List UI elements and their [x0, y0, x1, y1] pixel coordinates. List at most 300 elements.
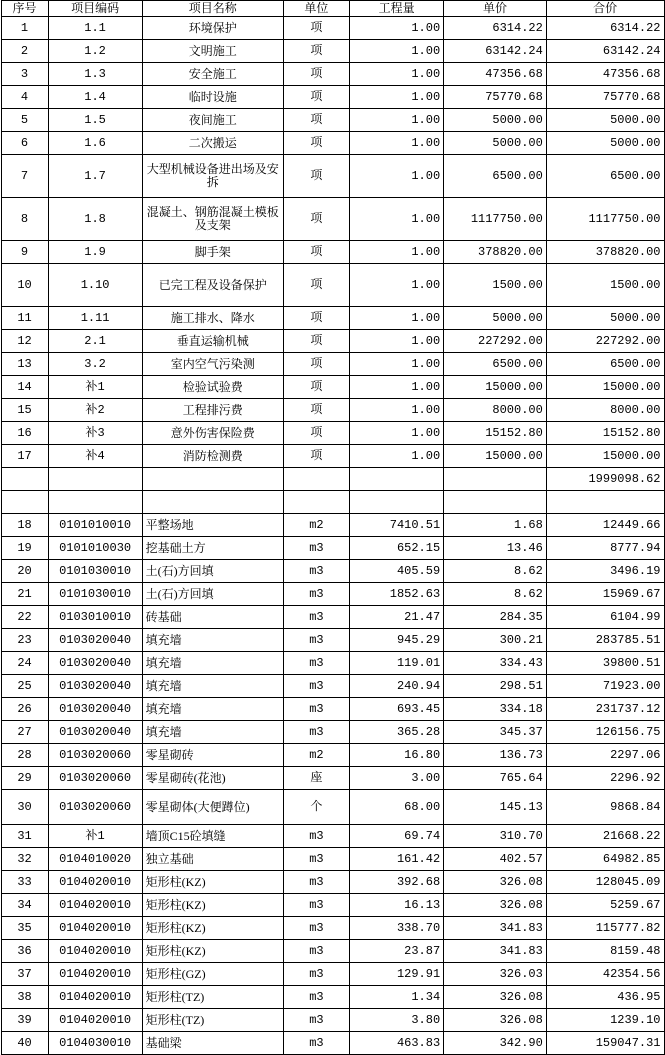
cell-amount: 2296.92: [546, 767, 664, 790]
cell-name-text: 消防检测费: [182, 448, 243, 463]
table-row: [1, 675, 664, 698]
cell-unit: 项: [283, 63, 349, 86]
cell-no: 32: [1, 848, 48, 871]
cell-unit-price: 5000.00: [444, 109, 547, 132]
cell-amount: 6314.22: [546, 17, 664, 40]
cell-name: [142, 744, 283, 767]
cell-quantity: 463.83: [350, 1032, 444, 1055]
cell-code: 1.5: [48, 109, 142, 132]
cell-no: 18: [1, 514, 48, 537]
cell-amount: 1117750.00: [546, 198, 664, 241]
column-header-unit-price: 单价: [444, 1, 547, 17]
table-row: [1, 629, 664, 652]
cell-name-text: 墙顶C15砼填缝: [145, 828, 226, 843]
table-row: [1, 422, 664, 445]
cell-unit-price: 8.62: [444, 583, 547, 606]
cell-name: [142, 894, 283, 917]
cell-name-text: 环境保护: [188, 20, 237, 35]
cell-no: 17: [1, 445, 48, 468]
cell-unit: m3: [283, 560, 349, 583]
cell-code: 1.8: [48, 198, 142, 241]
cell-quantity: 1852.63: [350, 583, 444, 606]
quantities-table: [1, 0, 665, 1055]
cell-no: 8: [1, 198, 48, 241]
column-header-code: 项目编码: [48, 1, 142, 17]
cell-quantity: 1.00: [350, 198, 444, 241]
cell-quantity: 392.68: [350, 871, 444, 894]
cell-name-text: 土(石)方回填: [145, 563, 214, 578]
cell-no: 29: [1, 767, 48, 790]
cell-unit-price: 136.73: [444, 744, 547, 767]
column-header-amount: 合价: [546, 1, 664, 17]
cell-unit-price: 341.83: [444, 940, 547, 963]
table-row: [1, 307, 664, 330]
cell-quantity: 69.74: [350, 825, 444, 848]
cell-no: 26: [1, 698, 48, 721]
table-row: [1, 721, 664, 744]
cell-quantity: 1.00: [350, 86, 444, 109]
cell-unit: [283, 468, 349, 491]
table-row: [1, 198, 664, 241]
cell-unit-price: 326.08: [444, 1009, 547, 1032]
cell-unit-price: 1117750.00: [444, 198, 547, 241]
cell-name: [142, 264, 283, 307]
table-row: [1, 963, 664, 986]
cell-name-text: 矩形柱(TZ): [145, 1012, 205, 1027]
cell-name-text: 零星砌体(大便蹲位): [145, 799, 250, 814]
cell-unit: m3: [283, 894, 349, 917]
cell-no: [1, 468, 48, 491]
cell-quantity: 1.00: [350, 399, 444, 422]
cell-amount: 5000.00: [546, 307, 664, 330]
table-row: [1, 825, 664, 848]
table-row: [1, 376, 664, 399]
cell-amount: 5000.00: [546, 109, 664, 132]
cell-unit: m3: [283, 825, 349, 848]
cell-code: 1.1: [48, 17, 142, 40]
cell-unit: 项: [283, 376, 349, 399]
table-row: [1, 399, 664, 422]
cell-name: [142, 198, 283, 241]
table-row: [1, 767, 664, 790]
cell-unit: m3: [283, 537, 349, 560]
table-row: [1, 353, 664, 376]
cell-no: 33: [1, 871, 48, 894]
cell-unit-price: 63142.24: [444, 40, 547, 63]
cell-code: 0101010030: [48, 537, 142, 560]
cell-amount: 15969.67: [546, 583, 664, 606]
cell-amount: 115777.82: [546, 917, 664, 940]
cell-name-text: 独立基础: [145, 851, 194, 866]
cell-quantity: 1.00: [350, 422, 444, 445]
cell-unit-price: 6500.00: [444, 353, 547, 376]
table-row: [1, 698, 664, 721]
column-header-unit: 单位: [283, 1, 349, 17]
cell-unit: 项: [283, 422, 349, 445]
cell-unit: 项: [283, 198, 349, 241]
cell-no: 31: [1, 825, 48, 848]
cell-code: 0104020010: [48, 894, 142, 917]
cell-amount: 5000.00: [546, 132, 664, 155]
cell-code: 0104020010: [48, 917, 142, 940]
cell-name: [142, 491, 283, 514]
cell-amount: 15000.00: [546, 445, 664, 468]
cell-name: [142, 353, 283, 376]
cell-quantity: 1.00: [350, 40, 444, 63]
cell-no: 7: [1, 155, 48, 198]
cell-no: 5: [1, 109, 48, 132]
cell-quantity: 1.00: [350, 132, 444, 155]
cell-unit-price: 5000.00: [444, 307, 547, 330]
cell-name: [142, 1032, 283, 1055]
cell-quantity: 1.00: [350, 353, 444, 376]
cell-name: [142, 514, 283, 537]
cell-name: [142, 848, 283, 871]
cell-name-text: 室内空气污染测: [170, 356, 255, 371]
cell-code: 1.9: [48, 241, 142, 264]
cell-unit-price: 6314.22: [444, 17, 547, 40]
table-row: [1, 894, 664, 917]
column-header-quantity: 工程量: [350, 1, 444, 17]
cell-amount: 8000.00: [546, 399, 664, 422]
cell-code: 0101010010: [48, 514, 142, 537]
cell-code: 补4: [48, 445, 142, 468]
cell-code: 0104010020: [48, 848, 142, 871]
cell-quantity: 21.47: [350, 606, 444, 629]
cell-no: 27: [1, 721, 48, 744]
cell-code: 补1: [48, 376, 142, 399]
cell-unit-price: 765.64: [444, 767, 547, 790]
cell-quantity: 1.00: [350, 109, 444, 132]
cell-no: 34: [1, 894, 48, 917]
cell-name: [142, 871, 283, 894]
cell-unit: 项: [283, 445, 349, 468]
cell-name-text: 施工排水、降水: [170, 310, 255, 325]
table-row: [1, 109, 664, 132]
cell-unit: m3: [283, 1032, 349, 1055]
cell-name-text: 二次搬运: [188, 135, 237, 150]
cell-unit-price: 145.13: [444, 790, 547, 825]
cell-quantity: 1.00: [350, 264, 444, 307]
table-row: [1, 1009, 664, 1032]
table-body: [1, 17, 664, 1055]
cell-code: 0104030010: [48, 1032, 142, 1055]
table-row: [1, 514, 664, 537]
cell-unit-price: 1.68: [444, 514, 547, 537]
cell-unit-price: 5000.00: [444, 132, 547, 155]
cell-amount: 1999098.62: [546, 468, 664, 491]
cell-amount: 283785.51: [546, 629, 664, 652]
cell-name: [142, 399, 283, 422]
cell-no: 22: [1, 606, 48, 629]
cell-no: 23: [1, 629, 48, 652]
cell-quantity: 16.80: [350, 744, 444, 767]
cell-code: 0103020040: [48, 652, 142, 675]
cell-name-text: 文明施工: [188, 43, 237, 58]
subtotal-row: [1, 468, 664, 491]
cell-unit: 座: [283, 767, 349, 790]
cell-code: [48, 491, 142, 514]
cell-code: 0103020040: [48, 698, 142, 721]
cell-quantity: 1.34: [350, 986, 444, 1009]
table-row: [1, 132, 664, 155]
table-row: [1, 264, 664, 307]
cell-code: 0103020060: [48, 790, 142, 825]
cell-unit: m3: [283, 629, 349, 652]
cell-quantity: 945.29: [350, 629, 444, 652]
table-row: [1, 986, 664, 1009]
cell-amount: 6500.00: [546, 353, 664, 376]
cell-unit: m3: [283, 606, 349, 629]
cell-name: [142, 1009, 283, 1032]
cell-no: 37: [1, 963, 48, 986]
table-row: [1, 652, 664, 675]
cell-quantity: 3.80: [350, 1009, 444, 1032]
cell-name-text: 已完工程及设备保护: [158, 277, 267, 292]
cell-unit-price: 345.37: [444, 721, 547, 744]
cell-unit-price: 8000.00: [444, 399, 547, 422]
cell-code: 0103020060: [48, 744, 142, 767]
cell-name: [142, 767, 283, 790]
cell-no: 25: [1, 675, 48, 698]
cell-code: 0104020010: [48, 963, 142, 986]
cell-amount: [546, 491, 664, 514]
cell-unit-price: 326.08: [444, 871, 547, 894]
cell-name: [142, 86, 283, 109]
cell-name: [142, 109, 283, 132]
cell-unit: m3: [283, 871, 349, 894]
cell-name: [142, 652, 283, 675]
cell-amount: 9868.84: [546, 790, 664, 825]
cell-code: 0103010010: [48, 606, 142, 629]
cell-name-text: 零星砌砖: [145, 747, 194, 762]
cell-code: 补3: [48, 422, 142, 445]
cell-name: [142, 940, 283, 963]
cell-quantity: 1.00: [350, 241, 444, 264]
cell-unit: m3: [283, 721, 349, 744]
cell-name-text: 夜间施工: [188, 112, 237, 127]
cell-amount: 71923.00: [546, 675, 664, 698]
cell-unit-price: [444, 468, 547, 491]
cell-unit: 项: [283, 17, 349, 40]
cell-quantity: 652.15: [350, 537, 444, 560]
cell-amount: 128045.09: [546, 871, 664, 894]
cell-name: [142, 155, 283, 198]
cell-quantity: 338.70: [350, 917, 444, 940]
cell-amount: 63142.24: [546, 40, 664, 63]
cell-unit: 项: [283, 399, 349, 422]
cell-code: 2.1: [48, 330, 142, 353]
cell-amount: 47356.68: [546, 63, 664, 86]
cell-quantity: 3.00: [350, 767, 444, 790]
cell-unit-price: 15152.80: [444, 422, 547, 445]
cell-no: 10: [1, 264, 48, 307]
cell-amount: 42354.56: [546, 963, 664, 986]
cell-name: [142, 40, 283, 63]
cell-no: 30: [1, 790, 48, 825]
cell-unit-price: 15000.00: [444, 445, 547, 468]
cell-code: 1.2: [48, 40, 142, 63]
table-row: [1, 606, 664, 629]
cell-name-text: 土(石)方回填: [145, 586, 214, 601]
cell-quantity: 7410.51: [350, 514, 444, 537]
cell-unit: 项: [283, 330, 349, 353]
cell-name: [142, 698, 283, 721]
cell-no: 9: [1, 241, 48, 264]
cell-amount: 436.95: [546, 986, 664, 1009]
table-row: [1, 848, 664, 871]
cell-quantity: 1.00: [350, 155, 444, 198]
cell-unit: 项: [283, 264, 349, 307]
cell-name-text: 填充墙: [145, 632, 182, 647]
cell-unit-price: 15000.00: [444, 376, 547, 399]
cell-unit-price: 8.62: [444, 560, 547, 583]
cell-no: 19: [1, 537, 48, 560]
cell-name-text: 垂直运输机械: [176, 333, 249, 348]
cell-unit: 项: [283, 86, 349, 109]
cell-quantity: 16.13: [350, 894, 444, 917]
cell-unit-price: 402.57: [444, 848, 547, 871]
cell-name: [142, 560, 283, 583]
cell-no: 20: [1, 560, 48, 583]
cell-name: [142, 537, 283, 560]
cell-code: 补1: [48, 825, 142, 848]
cell-quantity: 1.00: [350, 445, 444, 468]
cell-name: [142, 17, 283, 40]
cell-amount: 64982.85: [546, 848, 664, 871]
cell-amount: 159047.31: [546, 1032, 664, 1055]
cell-quantity: 161.42: [350, 848, 444, 871]
cell-no: 35: [1, 917, 48, 940]
cell-code: 1.6: [48, 132, 142, 155]
cell-unit: 项: [283, 109, 349, 132]
cell-name-text: 填充墙: [145, 678, 182, 693]
cell-unit-price: 13.46: [444, 537, 547, 560]
cell-name-text: 矩形柱(KZ): [145, 943, 206, 958]
cell-amount: 39800.51: [546, 652, 664, 675]
cell-code: 0103020060: [48, 767, 142, 790]
table-row: [1, 241, 664, 264]
cell-code: 1.4: [48, 86, 142, 109]
cell-quantity: [350, 491, 444, 514]
cell-name: [142, 825, 283, 848]
cell-amount: 1500.00: [546, 264, 664, 307]
cell-unit: 个: [283, 790, 349, 825]
table-row: [1, 40, 664, 63]
cell-name: [142, 606, 283, 629]
cell-amount: 12449.66: [546, 514, 664, 537]
table-row: [1, 537, 664, 560]
cell-unit: m3: [283, 1009, 349, 1032]
cell-code: 0101030010: [48, 583, 142, 606]
cell-no: 11: [1, 307, 48, 330]
cell-name: [142, 330, 283, 353]
table-row: [1, 917, 664, 940]
cell-no: 1: [1, 17, 48, 40]
cell-unit: m3: [283, 848, 349, 871]
cell-unit-price: 334.43: [444, 652, 547, 675]
cell-no: 39: [1, 1009, 48, 1032]
cell-no: 14: [1, 376, 48, 399]
cell-name-text: 矩形柱(TZ): [145, 989, 205, 1004]
cell-code: 0101030010: [48, 560, 142, 583]
cell-quantity: 1.00: [350, 307, 444, 330]
cell-quantity: 693.45: [350, 698, 444, 721]
cell-unit-price: 298.51: [444, 675, 547, 698]
cell-name-text: 安全施工: [188, 66, 237, 81]
cell-quantity: 129.91: [350, 963, 444, 986]
cell-name-text: 矩形柱(GZ): [145, 966, 206, 981]
cell-quantity: 68.00: [350, 790, 444, 825]
cell-unit: 项: [283, 353, 349, 376]
cell-name: [142, 445, 283, 468]
cell-code: 0103020040: [48, 721, 142, 744]
cell-name-text: 挖基础土方: [145, 540, 206, 555]
cell-code: 0104020010: [48, 1009, 142, 1032]
cell-unit-price: 341.83: [444, 917, 547, 940]
cell-name-text: 矩形柱(KZ): [145, 920, 206, 935]
cell-name: [142, 790, 283, 825]
cell-name: [142, 132, 283, 155]
cell-unit-price: 334.18: [444, 698, 547, 721]
cell-unit-price: 227292.00: [444, 330, 547, 353]
cell-amount: 6500.00: [546, 155, 664, 198]
cell-unit-price: 6500.00: [444, 155, 547, 198]
cell-no: 15: [1, 399, 48, 422]
cell-unit: [283, 491, 349, 514]
cell-unit: m3: [283, 698, 349, 721]
cell-name: [142, 917, 283, 940]
cell-amount: 2297.06: [546, 744, 664, 767]
cell-name-text: 脚手架: [194, 244, 231, 259]
column-header-no: 序号: [1, 1, 48, 17]
cell-quantity: 1.00: [350, 17, 444, 40]
table-row: [1, 86, 664, 109]
cell-name: [142, 376, 283, 399]
cell-name: [142, 63, 283, 86]
cell-code: 1.10: [48, 264, 142, 307]
cell-code: 0104020010: [48, 986, 142, 1009]
cell-unit-price: [444, 491, 547, 514]
cell-name-text: 砖基础: [145, 609, 182, 624]
cell-name-text: 平整场地: [145, 517, 194, 532]
cell-unit: m3: [283, 986, 349, 1009]
cell-amount: 15152.80: [546, 422, 664, 445]
table-row: [1, 17, 664, 40]
cell-unit: m3: [283, 583, 349, 606]
cell-no: 2: [1, 40, 48, 63]
cell-name-text: 工程排污费: [182, 402, 243, 417]
cell-name-text: 填充墙: [145, 655, 182, 670]
cell-unit-price: 326.08: [444, 894, 547, 917]
cell-code: 0103020040: [48, 675, 142, 698]
cell-quantity: [350, 468, 444, 491]
cell-amount: 8159.48: [546, 940, 664, 963]
cell-no: 12: [1, 330, 48, 353]
cell-no: 38: [1, 986, 48, 1009]
cell-unit: m3: [283, 963, 349, 986]
cell-amount: 378820.00: [546, 241, 664, 264]
spacer-row: [1, 491, 664, 514]
cell-name-text: 意外伤害保险费: [170, 425, 255, 440]
cell-quantity: 365.28: [350, 721, 444, 744]
cell-unit: m3: [283, 675, 349, 698]
table-row: [1, 1032, 664, 1055]
cell-unit-price: 326.08: [444, 986, 547, 1009]
cell-no: 21: [1, 583, 48, 606]
cell-code: 1.11: [48, 307, 142, 330]
cell-code: 0103020040: [48, 629, 142, 652]
